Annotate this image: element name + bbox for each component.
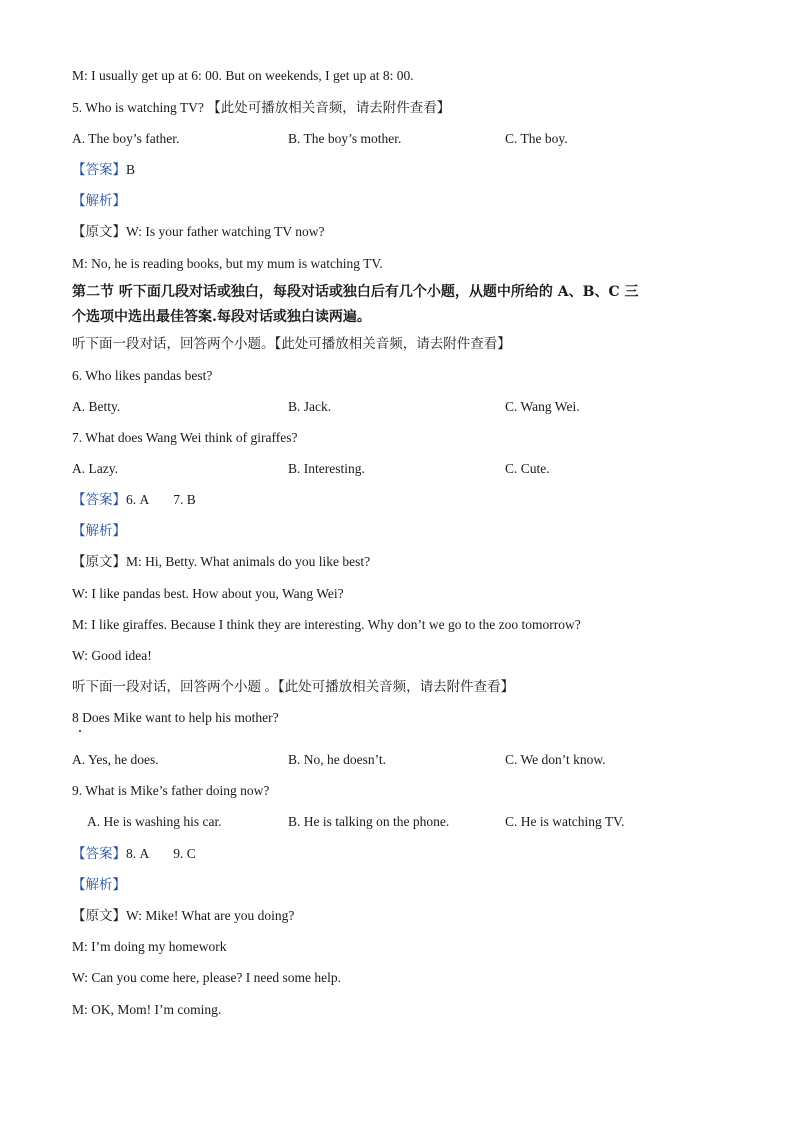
q8-option-a: A. Yes, he does. bbox=[72, 752, 159, 767]
question-7: 7. What does Wang Wei think of giraffes? bbox=[72, 430, 298, 445]
dialogue-line: M: I’m doing my homework bbox=[72, 939, 227, 954]
q7-option-a: A. Lazy. bbox=[72, 461, 118, 476]
answer-label: 【答案】 bbox=[72, 492, 126, 507]
q6-option-a: A. Betty. bbox=[72, 399, 121, 414]
dialogue-line: W: Can you come here, please? I need some help. bbox=[72, 970, 342, 985]
q5-option-a: A. The boy’s father. bbox=[72, 131, 180, 146]
analysis-label: 【解析】 bbox=[72, 523, 126, 538]
transcript-start bbox=[72, 223, 324, 241]
analysis-label: 【解析】 bbox=[72, 877, 126, 892]
q9-option-a: A. He is washing his car. bbox=[87, 814, 222, 829]
dialogue-line: W: Good idea! bbox=[72, 648, 152, 663]
transcript-label: 【原文】 bbox=[72, 554, 126, 569]
instruction-2: 听下面一段对话，回答两个小题 。【此处可播放相关音频，请去附件查看】 bbox=[72, 679, 515, 694]
q7-option-b: B. Interesting. bbox=[288, 461, 365, 476]
dialogue-line: M: I like giraffes. Because I think they are interesting. Why don’t we go to the zoo tomorrow? bbox=[72, 617, 581, 632]
question-9: 9. What is Mike’s father doing now? bbox=[72, 783, 270, 798]
question-5: 5. Who is watching TV? 【此处可播放相关音频，请去附件查看】 bbox=[72, 100, 451, 115]
answer-value: B bbox=[126, 162, 136, 177]
q9-option-c: C. He is watching TV. bbox=[505, 814, 625, 829]
answer-8-9 bbox=[72, 845, 196, 863]
transcript-text: M: Hi, Betty. What animals do you like best? bbox=[126, 554, 371, 569]
dialogue-line: W: I like pandas best. How about you, Wang Wei? bbox=[72, 586, 344, 601]
q7-option-c: C. Cute. bbox=[505, 461, 550, 476]
question-6: 6. Who likes pandas best? bbox=[72, 368, 213, 383]
dialogue-line: M: OK, Mom! I’m coming. bbox=[72, 1002, 222, 1017]
transcript-label: 【原文】 bbox=[72, 908, 126, 923]
answer-value: 8. A bbox=[126, 846, 150, 861]
q8-option-c: C. We don’t know. bbox=[505, 752, 606, 767]
answer-label: 【答案】 bbox=[72, 846, 126, 861]
transcript-label: 【原文】 bbox=[72, 224, 126, 239]
dialogue-line: M: No, he is reading books, but my mum is watching TV. bbox=[72, 256, 383, 271]
q9-option-b: B. He is talking on the phone. bbox=[288, 814, 450, 829]
analysis-label: 【解析】 bbox=[72, 193, 126, 208]
answer-value: 6. A bbox=[126, 492, 150, 507]
q6-option-c: C. Wang Wei. bbox=[505, 399, 580, 414]
answer-value: 7. B bbox=[173, 492, 196, 507]
transcript-text: W: Is your father watching TV now? bbox=[126, 224, 325, 239]
q5-option-c: C. The boy. bbox=[505, 131, 568, 146]
section-2-heading-cont: 个选项中选出最佳答案.每段对话或独白读两遍。 bbox=[72, 309, 371, 325]
answer-label: 【答案】 bbox=[72, 162, 126, 177]
q5-option-b: B. The boy’s mother. bbox=[288, 131, 402, 146]
answer-6-7 bbox=[72, 491, 196, 509]
instruction-1: 听下面一段对话，回答两个小题。【此处可播放相关音频，请去附件查看】 bbox=[72, 336, 511, 351]
transcript-start bbox=[72, 553, 370, 571]
q6-option-b: B. Jack. bbox=[288, 399, 332, 414]
transcript-text: W: Mike! What are you doing? bbox=[126, 908, 295, 923]
section-2-heading: 第二节 听下面几段对话或独白，每段对话或独白后有几个小题，从题中所给的 A、B、C 三 bbox=[72, 284, 639, 300]
answer-5 bbox=[72, 161, 135, 179]
transcript-start bbox=[72, 907, 294, 925]
dialogue-line: M: I usually get up at 6: 00. But on weekends, I get up at 8: 00. bbox=[72, 68, 414, 83]
answer-value: 9. C bbox=[173, 846, 196, 861]
question-8: 8 Does Mike want to help his mother? bbox=[72, 710, 279, 725]
stray-mark bbox=[79, 730, 81, 732]
q8-option-b: B. No, he doesn’t. bbox=[288, 752, 386, 767]
